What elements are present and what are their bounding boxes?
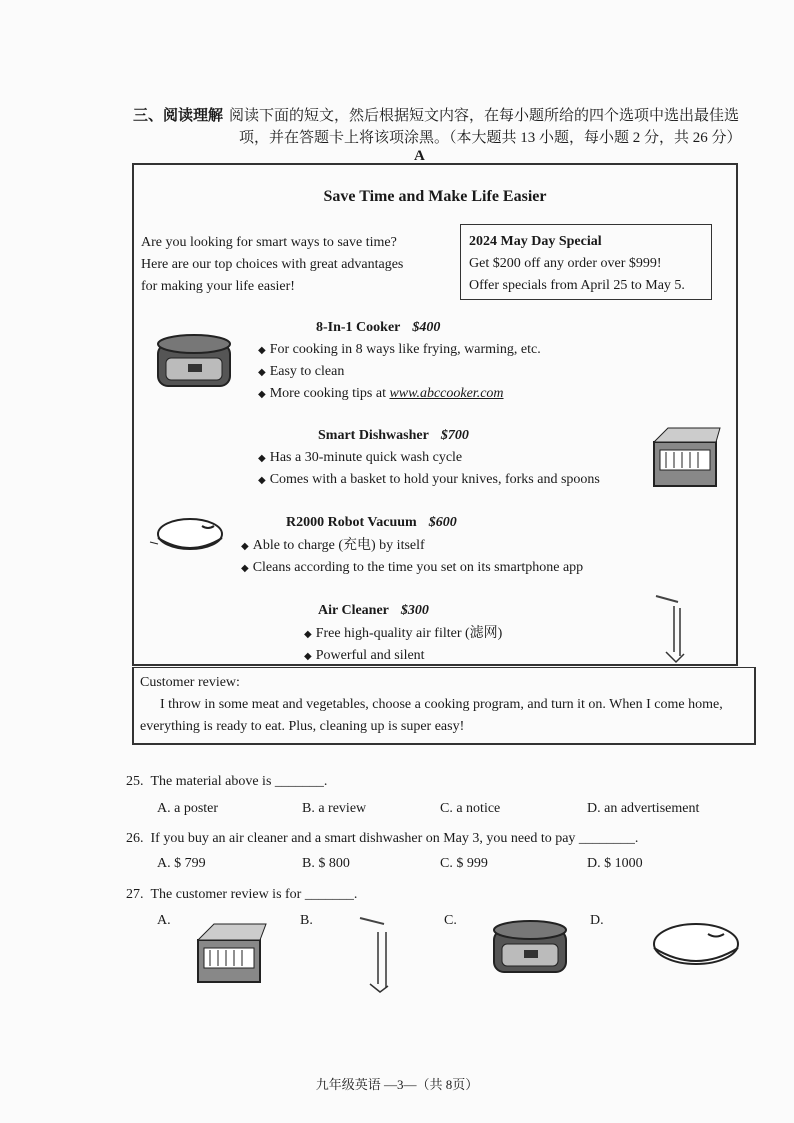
review-label: Customer review: xyxy=(140,675,240,690)
option-d[interactable]: D. an advertisement xyxy=(587,801,700,816)
option-a[interactable]: A. $ 799 xyxy=(157,856,206,871)
question-26: 26. If you buy an air cleaner and a smart dishwasher on May 3, you need to pay ________. xyxy=(126,831,639,846)
price-dishwasher: $700 xyxy=(440,428,469,443)
question-27: 27. The customer review is for _______. xyxy=(126,887,358,902)
special-line2: Offer specials from April 25 to May 5. xyxy=(469,278,685,293)
cooker-website-link[interactable]: www.abccooker.com xyxy=(389,386,504,401)
robot-vacuum-icon xyxy=(150,514,226,556)
special-line1: Get $200 off any order over $999! xyxy=(469,256,662,271)
bullet: ◆ More cooking tips at www.abccooker.com xyxy=(258,386,504,401)
product-name-robot-vacuum: R2000 Robot Vacuum $600 xyxy=(286,515,457,530)
bullet: ◆ Free high-quality air filter (滤网) xyxy=(304,626,503,641)
option-b[interactable]: B. xyxy=(300,913,313,928)
instruction-line1: 阅读下面的短文，然后根据短文内容，在每小题所给的四个选项中选出最佳选 xyxy=(229,108,740,124)
product-name-dishwasher: Smart Dishwasher $700 xyxy=(318,428,469,443)
air-cleaner-icon xyxy=(354,912,400,994)
option-c[interactable]: C. xyxy=(444,913,457,928)
intro-line: Here are our top choices with great advantages xyxy=(141,257,404,272)
option-c[interactable]: C. a notice xyxy=(440,801,501,816)
special-title: 2024 May Day Special xyxy=(469,234,602,249)
intro-line: Are you looking for smart ways to save time? xyxy=(141,235,397,250)
bullet: ◆ Powerful and silent xyxy=(304,648,425,663)
customer-review-box xyxy=(132,667,756,745)
bullet: ◆ Comes with a basket to hold your knives, forks and spoons xyxy=(258,472,600,487)
option-a[interactable]: A. xyxy=(157,913,171,928)
instruction-line2: 项，并在答题卡上将该项涂黑。（本大题共 13 小题，每小题 2 分，共 26 分） xyxy=(239,130,742,146)
option-c[interactable]: C. $ 999 xyxy=(440,856,488,871)
bullet: ◆ For cooking in 8 ways like frying, warming, etc. xyxy=(258,342,541,357)
price-air-cleaner: $300 xyxy=(400,603,429,618)
product-name-air-cleaner: Air Cleaner $300 xyxy=(318,603,429,618)
option-b[interactable]: B. $ 800 xyxy=(302,856,350,871)
bullet: ◆ Easy to clean xyxy=(258,364,345,379)
section-label: 三、阅读理解 xyxy=(133,106,224,124)
special-offer-box xyxy=(460,224,712,300)
bullet: ◆ Cleans according to the time you set on its smartphone app xyxy=(241,560,584,575)
ad-title: Save Time and Make Life Easier xyxy=(323,188,547,205)
ad-intro xyxy=(141,232,441,298)
robot-vacuum-icon xyxy=(646,918,746,976)
cooker-icon xyxy=(154,332,238,390)
question-25: 25. The material above is _______. xyxy=(126,774,328,789)
price-robot-vacuum: $600 xyxy=(428,515,457,530)
section-heading xyxy=(133,104,753,149)
bullet: ◆ Able to charge (充电) by itself xyxy=(241,538,425,553)
option-d[interactable]: D. xyxy=(590,913,604,928)
cooker-icon xyxy=(490,918,574,978)
passage-letter: A xyxy=(414,148,425,164)
air-cleaner-icon xyxy=(652,590,692,664)
review-text: I throw in some meat and vegetables, choose a cooking program, and turn it on. When I come home, everything is ready to eat. Plus, cleaning up is super easy! xyxy=(140,697,723,734)
price-cooker: $400 xyxy=(412,320,441,335)
intro-line: for making your life easier! xyxy=(141,279,295,294)
option-b[interactable]: B. a review xyxy=(302,801,367,816)
bullet: ◆ Has a 30-minute quick wash cycle xyxy=(258,450,463,465)
option-a[interactable]: A. a poster xyxy=(157,801,219,816)
dishwasher-icon xyxy=(192,920,270,986)
option-d[interactable]: D. $ 1000 xyxy=(587,856,643,871)
product-name-cooker: 8-In-1 Cooker $400 xyxy=(316,320,441,335)
page-footer: 九年级英语 —3—（共 8页） xyxy=(315,1077,479,1092)
dishwasher-icon xyxy=(650,424,722,490)
